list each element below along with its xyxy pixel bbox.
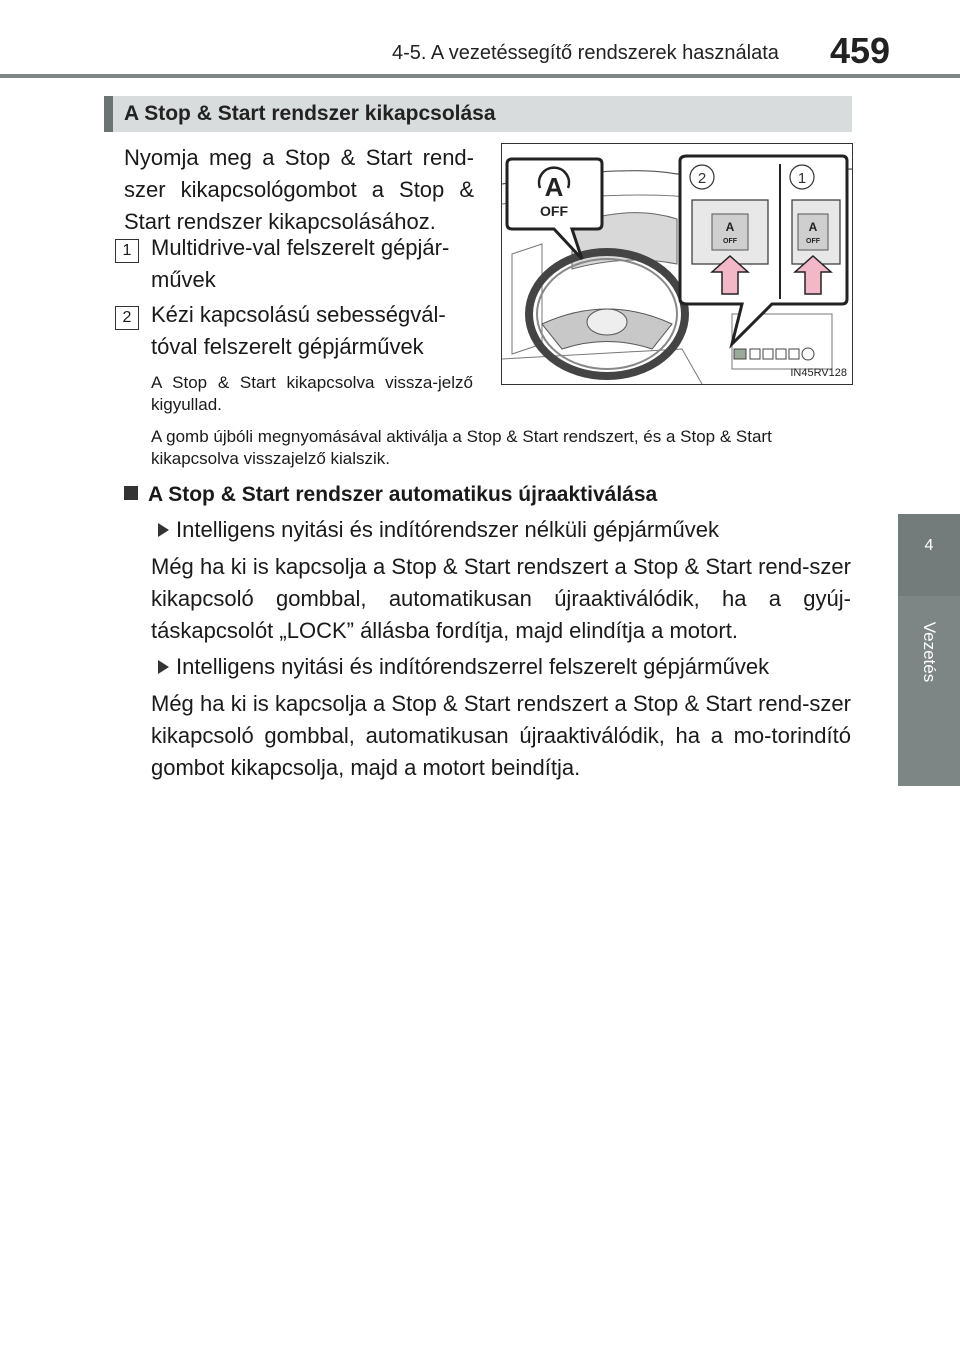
side-tab-label: Vezetés	[920, 621, 939, 683]
bullet-1-label: Intelligens nyitási és indítórendszer nélküli gépjárművek	[176, 517, 719, 542]
side-tab-label-box	[898, 596, 960, 786]
triangle-bullet-icon	[158, 660, 169, 674]
note-indicator-on: A Stop & Start kikapcsolva vissza-jelző kigyullad.	[151, 373, 473, 414]
bullet-1-text: Még ha ki is kapcsolja a Stop & Start rendszert a Stop & Start rend-szer kikapcsoló gombbal, automatikusan újraaktiválódik, ha a gyúj-táskapcsolót „LOCK” állásba fordítja, majd elindítja a motort.	[151, 554, 851, 643]
section-title-bar	[104, 96, 852, 132]
header-section-title: 4-5. A vezetéssegítő rendszerek használata	[392, 42, 779, 64]
side-tab-chapter	[898, 514, 960, 596]
callout-2: 2	[697, 170, 707, 187]
header-rule	[0, 74, 960, 78]
square-bullet-icon	[124, 486, 138, 500]
button1-off-label: OFF	[806, 238, 820, 245]
subsection-title-text: A Stop & Start rendszer automatikus újraaktiválása	[148, 483, 658, 506]
dashboard-illustration	[501, 143, 853, 385]
figure-code: IN45RV128	[790, 367, 847, 379]
note-reactivate: A gomb újbóli megnyomásával aktiválja a Stop & Start rendszert, és a Stop & Start kikapcsolva visszajelző kialszik.	[151, 427, 772, 468]
side-tab-number: 4	[924, 537, 934, 554]
callout-1: 1	[797, 170, 807, 187]
section-title: A Stop & Start rendszer kikapcsolása	[124, 102, 496, 125]
item-2-text	[151, 299, 446, 363]
triangle-bullet-icon	[158, 523, 169, 537]
bullet-2-label: Intelligens nyitási és indítórendszerrel felszerelt gépjárművek	[176, 654, 770, 679]
page-number: 459	[830, 30, 891, 71]
intro-paragraph: Nyomja meg a Stop & Start rend-szer kikapcsológombot a Stop & Start rendszer kikapcsolásához.	[124, 145, 474, 234]
dashboard-drawing	[502, 144, 852, 384]
bubble-a-symbol: A	[544, 172, 564, 202]
item-1-line2: művek	[151, 267, 216, 292]
button2-a-symbol: A	[725, 220, 735, 234]
item-2-number: 2	[115, 306, 139, 330]
bubble-off-label: OFF	[540, 203, 568, 219]
item-2-line1: Kézi kapcsolású sebességvál-	[151, 302, 446, 327]
button1-a-symbol: A	[808, 220, 818, 234]
item-2-line2: tóval felszerelt gépjárművek	[151, 334, 424, 359]
section-title-accent	[104, 96, 113, 132]
item-1-line1: Multidrive-val felszerelt gépjár-	[151, 235, 450, 260]
button2-off-label: OFF	[723, 238, 737, 245]
subsection-title	[124, 483, 657, 507]
item-1-number: 1	[115, 239, 139, 263]
bullet-2-text: Még ha ki is kapcsolja a Stop & Start rendszert a Stop & Start rend-szer kikapcsoló gombbal, automatikusan újraaktiválódik, ha a mo-torindító gombot kikapcsolja, majd a motort beindítja.	[151, 691, 851, 780]
item-1-text	[151, 232, 449, 296]
